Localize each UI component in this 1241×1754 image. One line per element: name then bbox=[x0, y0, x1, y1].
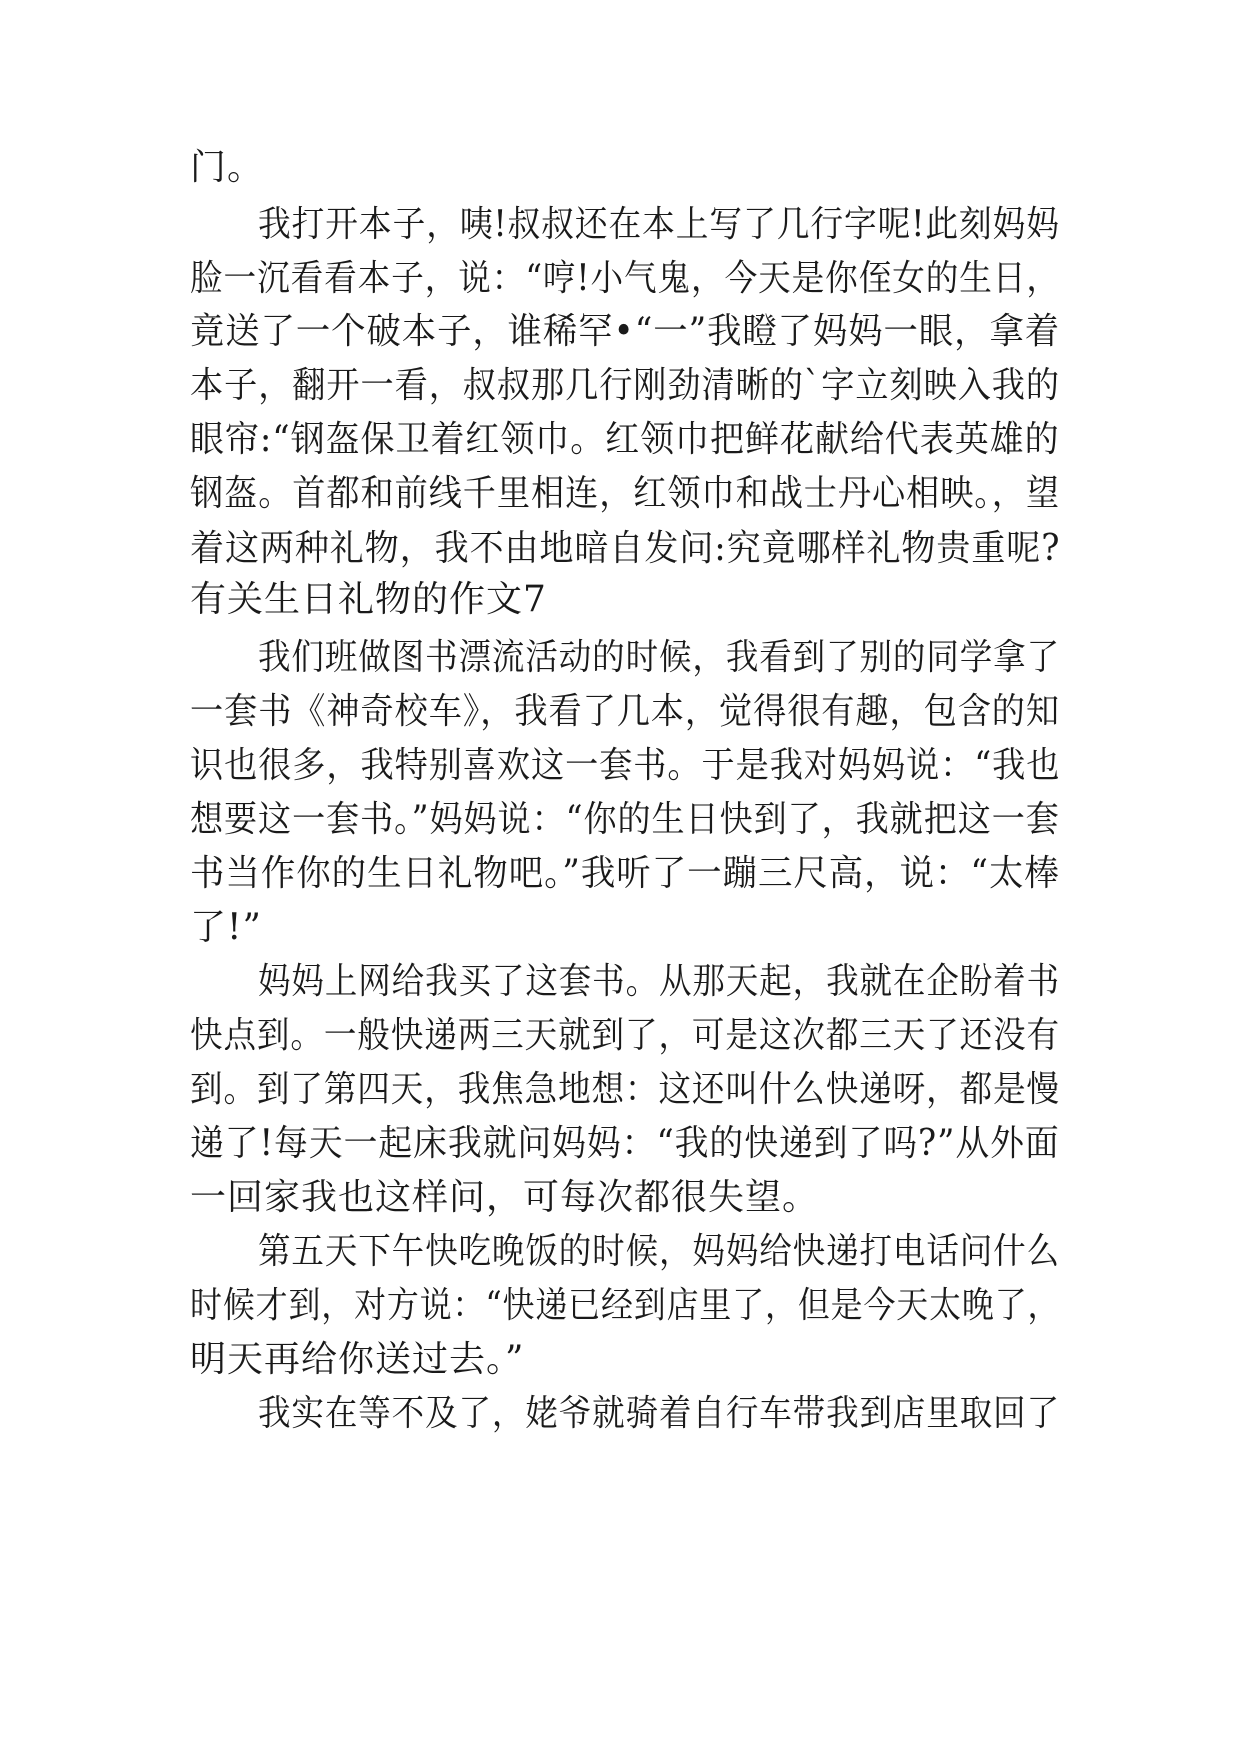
text-line: 眼帘:“钢盔保卫着红领巾。红领巾把鲜花献给代表英雄的 bbox=[190, 419, 1060, 460]
text-line: 竟送了一个破本子，谁稀罕•“一”我瞪了妈妈一眼，拿着 bbox=[190, 311, 1061, 352]
paragraph-start-line: 我们班做图书漂流活动的时候，我看到了别的同学拿了 bbox=[258, 637, 1061, 678]
text-line: 钢盔。首都和前线千里相连，红领巾和战士丹心相映。，望 bbox=[190, 473, 1061, 514]
text-line: 本子，翻开一看，叔叔那几行刚劲清晰的`字立刻映入我的 bbox=[190, 365, 1061, 406]
paragraph-start-line: 我实在等不及了，姥爷就骑着自行车带我到店里取回了 bbox=[258, 1393, 1061, 1434]
text-line: 了!” bbox=[190, 907, 262, 948]
text-line: 快点到。一般快递两三天就到了，可是这次都三天了还没有 bbox=[190, 1015, 1061, 1056]
text-line: 门。 bbox=[190, 147, 265, 188]
text-line: 一回家我也这样问，可每次都很失望。 bbox=[190, 1177, 820, 1218]
paragraph-start-line: 第五天下午快吃晚饭的时候，妈妈给快递打电话问什么 bbox=[258, 1231, 1061, 1272]
text-line: 脸一沉看看本子，说：“哼!小气鬼，今天是你侄女的生日， bbox=[190, 258, 1060, 299]
text-line: 递了!每天一起床我就问妈妈：“我的快递到了吗?”从外面 bbox=[190, 1123, 1060, 1164]
text-line: 想要这一套书。”妈妈说：“你的生日快到了，我就把这一套 bbox=[190, 799, 1060, 840]
section-heading: 有关生日礼物的作文7 bbox=[190, 579, 547, 620]
text-line: 时候才到，对方说：“快递已经到店里了，但是今天太晚了， bbox=[190, 1285, 1061, 1326]
text-line: 一套书《神奇校车》，我看了几本，觉得很有趣，包含的知 bbox=[190, 691, 1061, 732]
text-line: 识也很多，我特别喜欢这一套书。于是我对妈妈说：“我也 bbox=[190, 745, 1061, 786]
text-line: 着这两种礼物，我不由地暗自发问:究竟哪样礼物贵重呢? bbox=[190, 528, 1061, 569]
text-line: 明天再给你送过去。” bbox=[190, 1339, 525, 1380]
paragraph-start-line: 妈妈上网给我买了这套书。从那天起，我就在企盼着书 bbox=[258, 961, 1061, 1002]
text-line: 书当作你的生日礼物吧。”我听了一蹦三尺高，说：“太棒 bbox=[190, 853, 1060, 894]
paragraph-start-line: 我打开本子，咦!叔叔还在本上写了几行字呢!此刻妈妈 bbox=[258, 204, 1060, 245]
text-line: 到。到了第四天，我焦急地想：这还叫什么快递呀，都是慢 bbox=[190, 1069, 1061, 1110]
